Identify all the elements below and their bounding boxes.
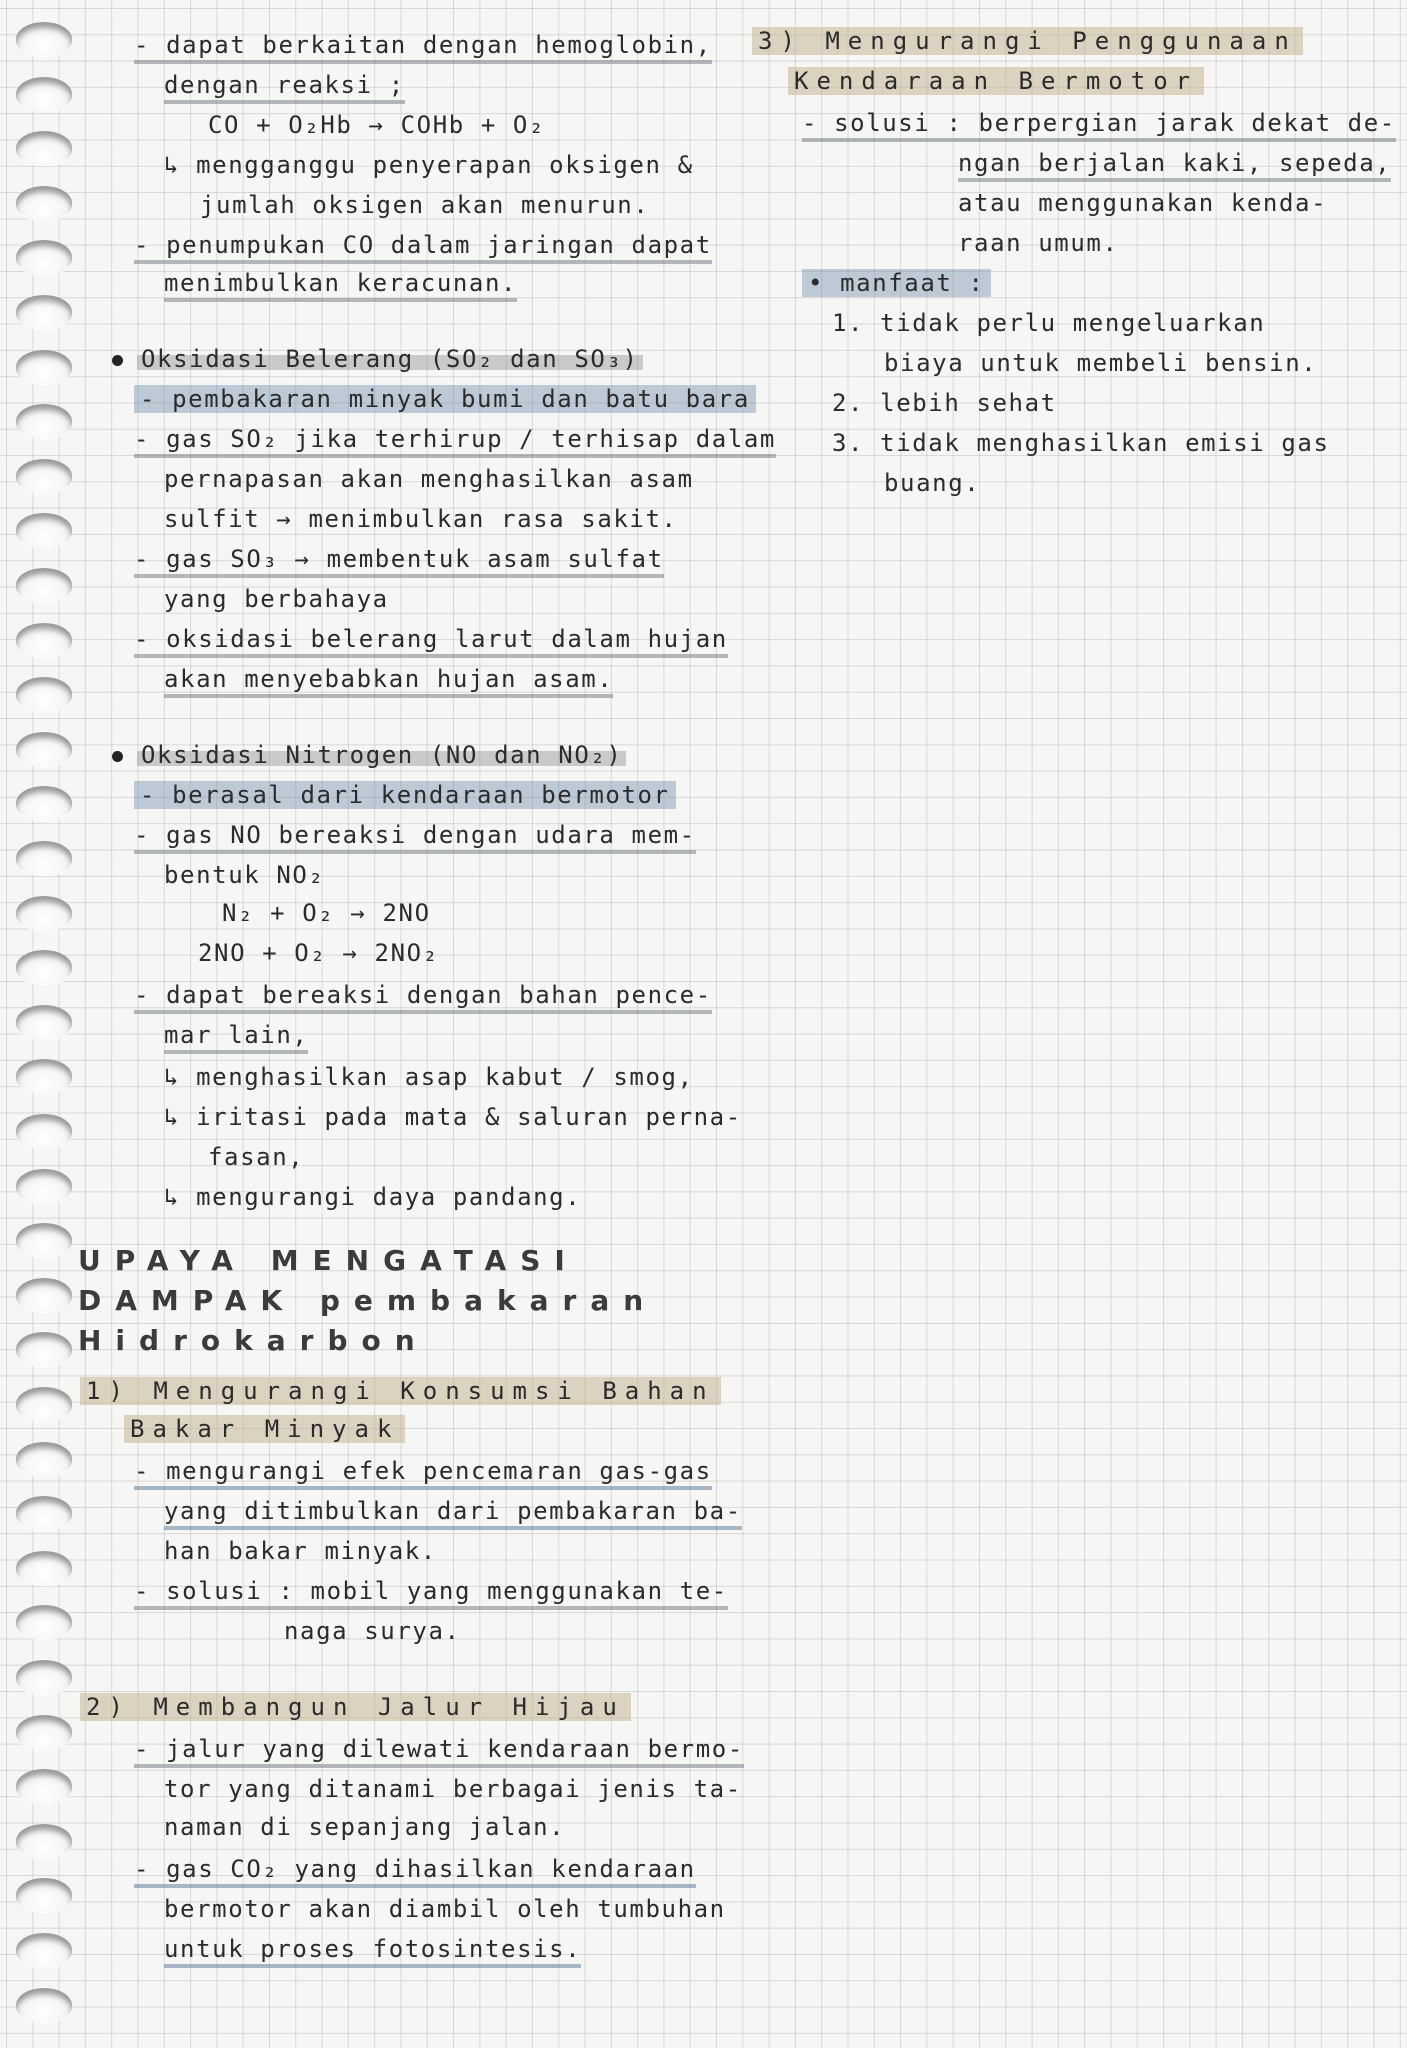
- note-line: - mengurangi efek pencemaran gas-gas: [134, 1456, 712, 1486]
- note-line: - gas NO bereaksi dengan udara mem-: [134, 820, 696, 850]
- note-line: naga surya.: [284, 1617, 461, 1645]
- binder-hole-icon: [16, 950, 72, 984]
- reaction-equation: CO + O₂Hb → COHb + O₂: [208, 111, 546, 139]
- note-line: ↳ iritasi pada mata & saluran perna-: [164, 1103, 742, 1131]
- note-line: - berasal dari kendaraan bermotor: [134, 780, 676, 810]
- binder-hole-icon: [16, 1387, 72, 1421]
- binder-hole-icon: [16, 459, 72, 493]
- binder-hole-icon: [16, 1114, 72, 1148]
- note-line: - solusi : mobil yang menggunakan te-: [134, 1576, 728, 1606]
- note-line: - gas SO₃ → membentuk asam sulfat: [134, 544, 664, 574]
- subsection-heading: 3) Mengurangi Penggunaan: [752, 26, 1303, 56]
- binder-hole-icon: [16, 22, 72, 56]
- note-line: mar lain,: [164, 1020, 308, 1050]
- binder-hole-icon: [16, 1169, 72, 1203]
- note-line: menimbulkan keracunan.: [164, 268, 517, 298]
- binder-hole-icon: [16, 568, 72, 602]
- note-line: atau menggunakan kenda-: [958, 189, 1328, 217]
- subsection-heading: 2) Membangun Jalur Hijau: [80, 1692, 631, 1722]
- binder-hole-icon: [16, 186, 72, 220]
- list-item: buang.: [884, 469, 981, 497]
- note-line: naman di sepanjang jalan.: [164, 1813, 566, 1841]
- note-line: bermotor akan diambil oleh tumbuhan: [164, 1895, 726, 1923]
- note-line: - oksidasi belerang larut dalam hujan: [134, 624, 728, 654]
- binder-hole-icon: [16, 350, 72, 384]
- note-line: - dapat bereaksi dengan bahan pence-: [134, 980, 712, 1010]
- binder-hole-icon: [16, 77, 72, 111]
- binder-hole-icon: [16, 1660, 72, 1694]
- note-line: han bakar minyak.: [164, 1537, 437, 1565]
- note-heading: • manfaat :: [802, 268, 991, 298]
- binder-hole-icon: [16, 1715, 72, 1749]
- binder-hole-icon: [16, 1824, 72, 1858]
- note-line: fasan,: [208, 1143, 305, 1171]
- list-item: 2. lebih sehat: [832, 389, 1057, 417]
- note-line: sulfit → menimbulkan rasa sakit.: [164, 505, 678, 533]
- note-line: dengan reaksi ;: [164, 70, 405, 100]
- note-line: - dapat berkaitan dengan hemoglobin,: [134, 30, 712, 60]
- note-line: ↳ mengganggu penyerapan oksigen &: [164, 151, 694, 179]
- binder-hole-icon: [16, 786, 72, 820]
- list-item: 1. tidak perlu mengeluarkan: [832, 309, 1266, 337]
- note-line: tor yang ditanami berbagai jenis ta-: [164, 1775, 742, 1803]
- note-line: - penumpukan CO dalam jaringan dapat: [134, 230, 712, 260]
- note-line: - gas SO₂ jika terhirup / terhisap dalam: [134, 424, 776, 454]
- subsection-heading: 1) Mengurangi Konsumsi Bahan: [80, 1376, 721, 1406]
- subsection-heading: Kendaraan Bermotor: [788, 66, 1204, 96]
- note-line: bentuk NO₂: [164, 861, 325, 889]
- binder-hole-icon: [16, 1988, 72, 2022]
- note-line: untuk proses fotosintesis.: [164, 1934, 581, 1964]
- bullet-icon: [112, 355, 123, 366]
- note-line: yang berbahaya: [164, 585, 389, 613]
- note-line: jumlah oksigen akan menurun.: [200, 191, 650, 219]
- note-line: raan umum.: [958, 229, 1119, 257]
- list-item: 3. tidak menghasilkan emisi gas: [832, 429, 1330, 457]
- binder-hole-icon: [16, 1878, 72, 1912]
- section-title-line-3: Hidrokarbon: [78, 1324, 429, 1357]
- binder-holes: [0, 0, 90, 2048]
- binder-hole-icon: [16, 513, 72, 547]
- note-line: - solusi : berpergian jarak dekat de-: [802, 108, 1396, 138]
- binder-hole-icon: [16, 1059, 72, 1093]
- binder-hole-icon: [16, 404, 72, 438]
- note-line: ↳ menghasilkan asap kabut / smog,: [164, 1063, 694, 1091]
- binder-hole-icon: [16, 1551, 72, 1585]
- reaction-equation: N₂ + O₂ → 2NO: [222, 899, 431, 927]
- note-line: ↳ mengurangi daya pandang.: [164, 1183, 582, 1211]
- binder-hole-icon: [16, 896, 72, 930]
- binder-hole-icon: [16, 131, 72, 165]
- bullet-icon: [112, 751, 123, 762]
- list-item: biaya untuk membeli bensin.: [884, 349, 1318, 377]
- section-title-line-1: UPAYA MENGATASI: [78, 1244, 579, 1277]
- note-line: pernapasan akan menghasilkan asam: [164, 465, 694, 493]
- binder-hole-icon: [16, 1442, 72, 1476]
- note-line: - gas CO₂ yang dihasilkan kendaraan: [134, 1854, 696, 1884]
- note-line: - jalur yang dilewati kendaraan bermo-: [134, 1734, 744, 1764]
- binder-hole-icon: [16, 1933, 72, 1967]
- binder-hole-icon: [16, 677, 72, 711]
- note-line: akan menyebabkan hujan asam.: [164, 664, 613, 694]
- binder-hole-icon: [16, 732, 72, 766]
- binder-hole-icon: [16, 1496, 72, 1530]
- binder-hole-icon: [16, 295, 72, 329]
- section-title-line-2: DAMPAK pembakaran: [78, 1284, 658, 1317]
- binder-hole-icon: [16, 841, 72, 875]
- binder-hole-icon: [16, 623, 72, 657]
- section-heading: Oksidasi Nitrogen (NO dan NO₂): [112, 740, 626, 770]
- binder-hole-icon: [16, 1278, 72, 1312]
- binder-hole-icon: [16, 240, 72, 274]
- binder-hole-icon: [16, 1769, 72, 1803]
- note-line: - pembakaran minyak bumi dan batu bara: [134, 384, 756, 414]
- binder-hole-icon: [16, 1005, 72, 1039]
- binder-hole-icon: [16, 1223, 72, 1257]
- subsection-heading: Bakar Minyak: [124, 1414, 405, 1444]
- note-line: yang ditimbulkan dari pembakaran ba-: [164, 1496, 742, 1526]
- section-heading: Oksidasi Belerang (SO₂ dan SO₃): [112, 344, 643, 374]
- note-line: ngan berjalan kaki, sepeda,: [958, 148, 1391, 178]
- reaction-equation: 2NO + O₂ → 2NO₂: [198, 939, 439, 967]
- binder-hole-icon: [16, 1332, 72, 1366]
- binder-hole-icon: [16, 1605, 72, 1639]
